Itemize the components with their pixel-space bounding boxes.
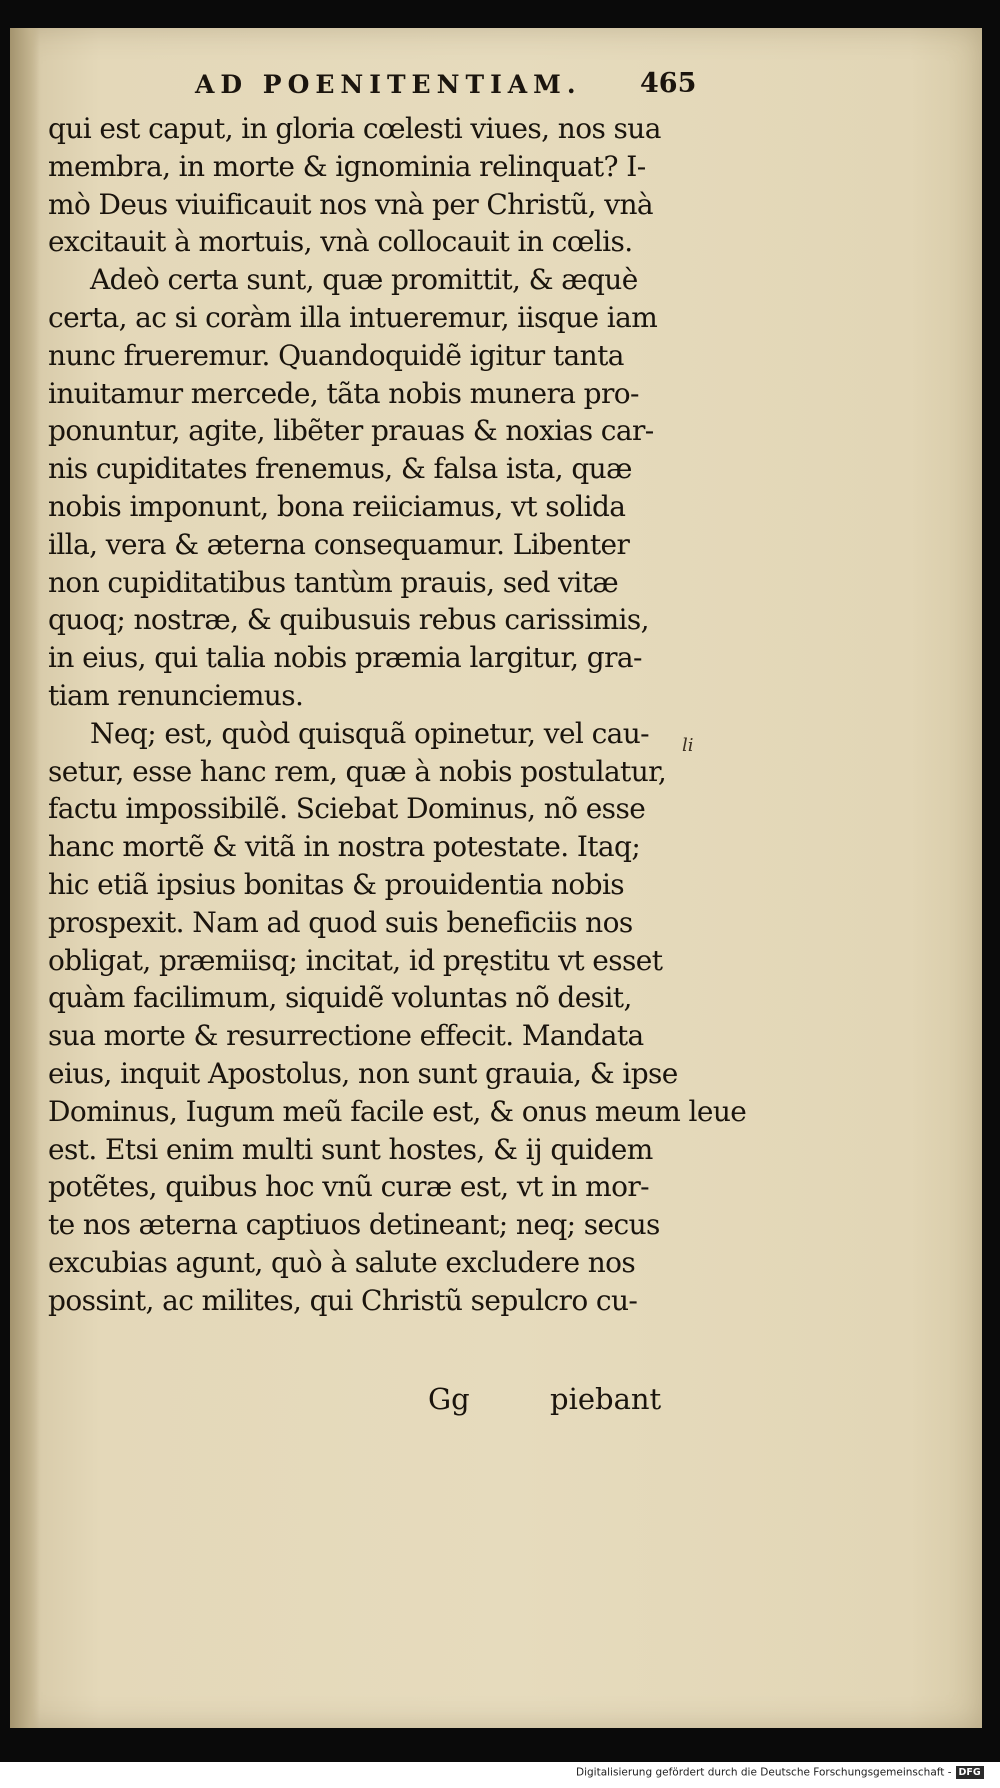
text-line: potẽtes, quibus hoc vnũ curæ est, vt in mor-	[48, 1170, 650, 1204]
text-line: setur, esse hanc rem, quæ à nobis postulatur,	[48, 754, 667, 788]
text-line: hic etiã ipsius bonitas & prouidentia nobis	[48, 867, 625, 901]
text-line: te nos æterna captiuos detineant; neq; secus	[48, 1208, 660, 1242]
body-text	[48, 110, 747, 1320]
page-gutter	[10, 28, 40, 1728]
text-line: est. Etsi enim multi sunt hostes, & ij quidem	[48, 1132, 653, 1166]
text-line: Dominus, Iugum meũ facile est, & onus meum leue	[48, 1094, 747, 1128]
text-line: sua morte & resurrectione effecit. Mandata	[48, 1019, 644, 1053]
text-line: membra, in morte & ignominia relinquat? I-	[48, 149, 646, 183]
text-line: qui est caput, in gloria cœlesti viues, nos sua	[48, 112, 661, 145]
book-page	[10, 28, 982, 1728]
text-line: quàm facilimum, siquidẽ voluntas nõ desit,	[48, 981, 632, 1015]
text-line: factu impossibilẽ. Sciebat Dominus, nõ esse	[48, 792, 646, 826]
margin-mark: li	[682, 735, 694, 756]
text-line: excubias agunt, quò à salute excludere nos	[48, 1245, 636, 1279]
text-line: nunc frueremur. Quandoquidẽ igitur tanta	[48, 338, 624, 372]
text-line: tiam renunciemus.	[48, 678, 304, 712]
catchword: piebant	[550, 1382, 662, 1416]
text-line: prospexit. Nam ad quod suis beneficiis nos	[48, 905, 633, 939]
text-line: nobis imponunt, bona reiiciamus, vt solida	[48, 489, 626, 523]
signature-mark: Gg	[428, 1382, 470, 1416]
text-line: non cupiditatibus tantùm prauis, sed vitæ	[48, 565, 619, 599]
text-line: possint, ac milites, qui Christũ sepulcro cu-	[48, 1283, 638, 1317]
text-line: obligat, præmiisq; incitat, id pręstitu vt esset	[48, 943, 663, 977]
text-line: excitauit à mortuis, vnà collocauit in cœlis.	[48, 225, 633, 259]
text-line: Neq; est, quòd quisquã opinetur, vel cau-	[90, 716, 650, 750]
text-line: certa, ac si coràm illa intueremur, iisque iam	[48, 300, 658, 334]
text-line: inuitamur mercede, tãta nobis munera pro-	[48, 376, 639, 410]
digitization-credit	[576, 1766, 984, 1779]
text-line: hanc mortẽ & vitã in nostra potestate. Itaq;	[48, 830, 641, 864]
text-line: Adeò certa sunt, quæ promittit, & æquè	[90, 263, 638, 297]
text-line: ponuntur, agite, libẽter prauas & noxias car-	[48, 414, 654, 448]
text-line: eius, inquit Apostolus, non sunt grauia, & ipse	[48, 1056, 678, 1090]
text-line: nis cupiditates frenemus, & falsa ista, quæ	[48, 452, 632, 486]
page-number: 465	[640, 68, 697, 99]
text-line: mò Deus viuificauit nos vnà per Christũ, vnà	[48, 187, 654, 221]
text-line: in eius, qui talia nobis præmia largitur, gra-	[48, 641, 642, 675]
text-line: quoq; nostræ, & quibusuis rebus carissimis,	[48, 603, 649, 637]
credit-text: Digitalisierung gefördert durch die Deutsche Forschungsgemeinschaft -	[576, 1766, 952, 1779]
dfg-logo: DFG	[956, 1766, 984, 1779]
running-head: AD POENITENTIAM.	[195, 70, 582, 99]
text-line: illa, vera & æterna consequamur. Libenter	[48, 527, 630, 561]
